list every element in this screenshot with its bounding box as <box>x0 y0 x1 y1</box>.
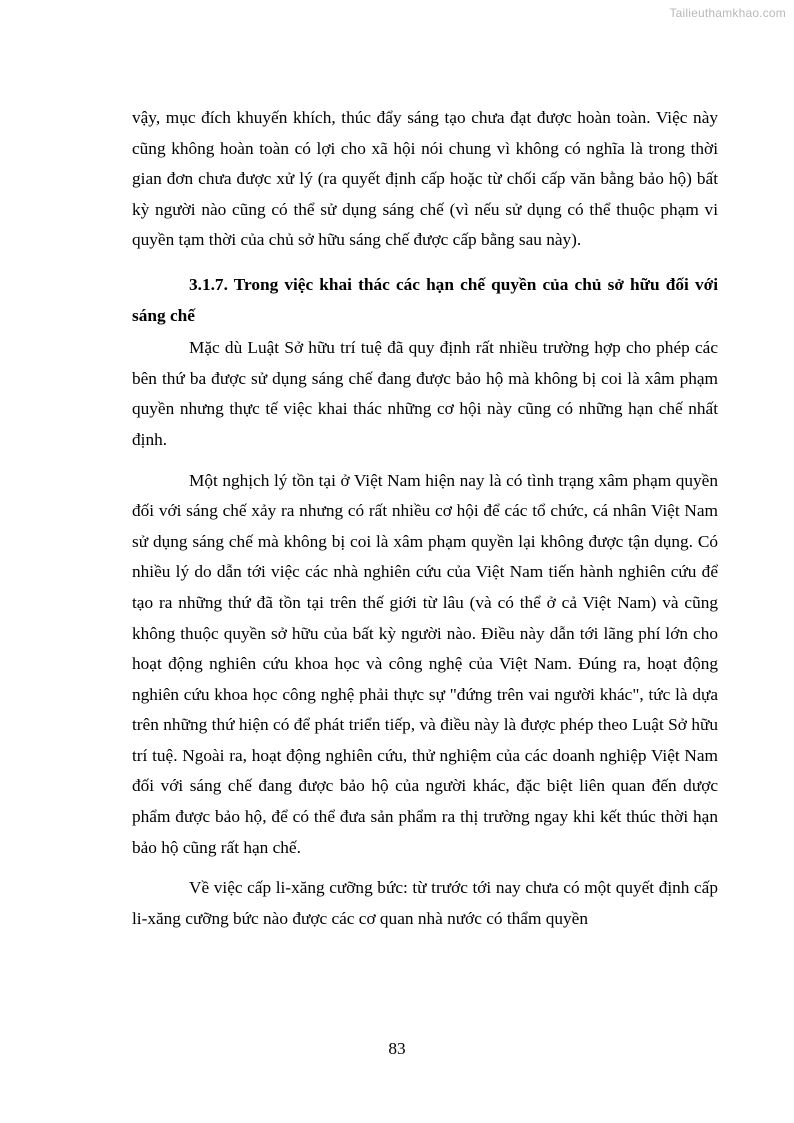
document-body <box>132 103 718 934</box>
paragraph-1: Mặc dù Luật Sở hữu trí tuệ đã quy định rất nhiều trường hợp cho phép các bên thứ ba được sử dụng sáng chế đang được bảo hộ mà không bị coi là xâm phạm quyền nhưng thực tế việc khai thác những cơ hội này cũng có những hạn chế nhất định. <box>132 338 718 449</box>
section-heading: 3.1.7. Trong việc khai thác các hạn chế quyền của chủ sở hữu đối với sáng chế <box>132 274 718 325</box>
paragraph-3: Về việc cấp li-xăng cưỡng bức: từ trước tới nay chưa có một quyết định cấp li-xăng cưỡng bức nào được các cơ quan nhà nước có thẩm quyền <box>132 878 718 928</box>
watermark-text: Tailieuthamkhao.com <box>669 6 786 20</box>
paragraph-continuation: vậy, mục đích khuyến khích, thúc đẩy sáng tạo chưa đạt được hoàn toàn. Việc này cũng không hoàn toàn có lợi cho xã hội nói chung vì không có nghĩa là trong thời gian đơn chưa được xử lý (ra quyết định cấp hoặc từ chối cấp văn bằng bảo hộ) bất kỳ người nào cũng có thể sử dụng sáng chế (vì nếu sử dụng có thể thuộc phạm vi quyền tạm thời của chủ sở hữu sáng chế được cấp bằng sau này). <box>132 108 718 250</box>
page-number: 83 <box>388 1039 406 1058</box>
paragraph-2: Một nghịch lý tồn tại ở Việt Nam hiện nay là có tình trạng xâm phạm quyền đối với sáng chế xảy ra nhưng có rất nhiều cơ hội để các tổ chức, cá nhân Việt Nam sử dụng sáng chế mà không bị coi là xâm phạm quyền lại không được tận dụng. Có nhiều lý do dẫn tới việc các nhà nghiên cứu của Việt Nam tiến hành nghiên cứu để tạo ra những thứ đã tồn tại trên thế giới từ lâu (và có thể ở cả Việt Nam) và cũng không thuộc quyền sở hữu của bất kỳ người nào. Điều này dẫn tới lãng phí lớn cho hoạt động nghiên cứu khoa học và công nghệ của Việt Nam. Đúng ra, hoạt động nghiên cứu khoa học công nghệ phải thực sự "đứng trên vai người khác", tức là dựa trên những thứ hiện có để phát triển tiếp, và điều này là được phép theo Luật Sở hữu trí tuệ. Ngoài ra, hoạt động nghiên cứu, thử nghiệm của các doanh nghiệp Việt Nam đối với sáng chế đang được bảo hộ của người khác, đặc biệt liên quan đến dược phẩm được bảo hộ, để có thể đưa sản phẩm ra thị trường ngay khi kết thúc thời hạn bảo hộ cũng rất hạn chế. <box>132 470 718 857</box>
